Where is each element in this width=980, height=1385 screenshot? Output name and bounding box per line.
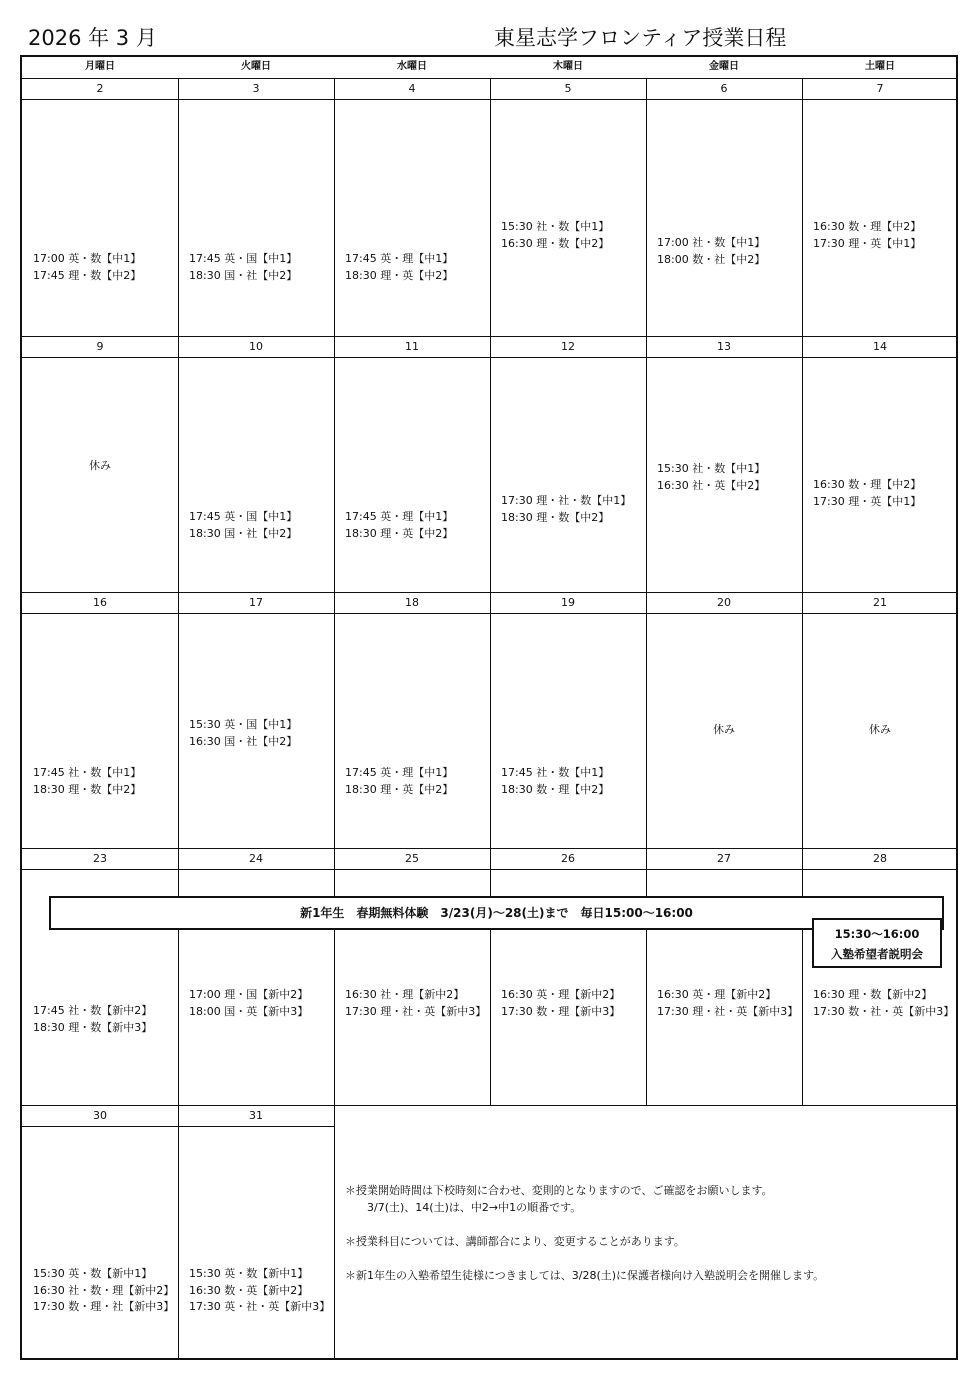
date-number: 2 <box>96 82 104 95</box>
weekday-header: 土曜日 <box>865 61 895 72</box>
class-entry: 15:30 社・数【中1】 <box>501 220 610 233</box>
class-entry: 17:45 英・国【中1】 <box>189 252 298 265</box>
date-number: 13 <box>717 340 731 353</box>
class-schedule <box>33 765 141 798</box>
class-entry: 17:45 英・理【中1】 <box>345 510 454 523</box>
month-title: 2026 年 3 月 <box>28 26 157 50</box>
date-number: 11 <box>405 340 419 353</box>
date-number: 16 <box>93 596 107 609</box>
class-entry: 17:45 英・理【中1】 <box>345 252 454 265</box>
class-entry: 17:30 理・社・数【中1】 <box>501 494 632 507</box>
grid-line <box>334 1105 335 1360</box>
class-schedule <box>345 251 453 284</box>
day-cell <box>646 357 802 592</box>
class-entry: 16:30 英・理【新中2】 <box>501 988 621 1001</box>
day-cell <box>646 613 802 848</box>
weekday-header: 木曜日 <box>553 61 583 72</box>
class-schedule <box>189 509 297 542</box>
notes <box>345 1182 824 1284</box>
class-entry: 17:00 社・数【中1】 <box>657 236 766 249</box>
date-number: 12 <box>561 340 575 353</box>
explanation-box <box>812 918 942 968</box>
class-entry: 16:30 社・英【中2】 <box>657 478 766 492</box>
class-entry: 18:30 理・英【中2】 <box>345 268 454 282</box>
class-schedule <box>813 987 954 1020</box>
trial-banner: 新1年生 春期無料体験 3/23(月)～28(土)まで 毎日15:00～16:00 <box>49 896 944 930</box>
holiday-label: 休み <box>89 459 111 472</box>
explanation-time: 15:30～16:00 <box>834 927 920 941</box>
class-entry: 16:30 理・数【新中2】 <box>813 988 933 1001</box>
class-entry: 16:30 数・理【中2】 <box>813 478 922 491</box>
date-number: 9 <box>96 340 104 353</box>
day-cell <box>490 613 646 848</box>
date-number: 24 <box>249 852 263 865</box>
school-title: 東星志学フロンティア授業日程 <box>494 26 787 50</box>
date-number: 3 <box>252 82 260 95</box>
class-entry: 16:30 数・理【中2】 <box>813 220 922 233</box>
class-entry: 18:00 数・社【中2】 <box>657 252 766 266</box>
class-entry: 16:30 英・理【新中2】 <box>657 988 777 1001</box>
class-entry: 17:30 理・社・英【新中3】 <box>657 1004 799 1018</box>
day-cell <box>178 99 334 336</box>
class-schedule <box>189 251 297 284</box>
date-number: 27 <box>717 852 731 865</box>
class-entry: 18:30 理・数【中2】 <box>33 782 142 796</box>
class-entry: 18:30 数・理【中2】 <box>501 782 610 796</box>
day-cell <box>22 613 178 848</box>
class-entry: 17:30 理・社・英【新中3】 <box>345 1004 487 1018</box>
day-cell <box>802 357 958 592</box>
class-entry: 18:00 国・英【新中3】 <box>189 1004 309 1018</box>
class-entry: 18:30 国・社【中2】 <box>189 268 298 282</box>
date-number: 31 <box>249 1109 263 1122</box>
date-number: 14 <box>873 340 887 353</box>
date-number: 25 <box>405 852 419 865</box>
class-entry: 17:45 英・国【中1】 <box>189 510 298 523</box>
class-entry: 18:30 国・社【中2】 <box>189 526 298 540</box>
class-schedule <box>657 461 765 494</box>
day-cell <box>490 357 646 592</box>
class-schedule <box>657 235 765 268</box>
date-number: 26 <box>561 852 575 865</box>
date-number: 6 <box>720 82 728 95</box>
day-cell <box>334 99 490 336</box>
date-number: 20 <box>717 596 731 609</box>
class-entry: 17:00 理・国【新中2】 <box>189 988 309 1001</box>
class-entry: 17:30 数・社・英【新中3】 <box>813 1004 955 1018</box>
class-schedule <box>33 1266 174 1316</box>
class-entry: 16:30 国・社【中2】 <box>189 734 298 748</box>
note-start-time-sub: 3/7(土)、14(土)は、中2→中1の順番です。 <box>367 1201 582 1214</box>
note-new-students: ＊新1年生の入塾希望生徒様につきましては、3/28(土)に保護者様向け入塾説明会を開催します。 <box>345 1269 825 1282</box>
class-entry: 16:30 社・数・理【新中2】 <box>33 1283 175 1297</box>
class-schedule <box>189 1266 330 1316</box>
class-entry: 17:30 数・理【新中3】 <box>501 1004 621 1018</box>
date-number: 4 <box>408 82 416 95</box>
date-number: 28 <box>873 852 887 865</box>
class-entry: 16:30 数・英【新中2】 <box>189 1283 309 1297</box>
date-number: 18 <box>405 596 419 609</box>
class-entry: 16:30 理・数【中2】 <box>501 236 610 250</box>
day-cell <box>22 99 178 336</box>
day-cell <box>490 99 646 336</box>
day-cell <box>802 613 958 848</box>
date-number: 7 <box>876 82 884 95</box>
note-start-time: ＊授業開始時間は下校時刻に合わせ、変則的となりますので、ご確認をお願いします。 <box>345 1184 773 1197</box>
day-cell <box>178 613 334 848</box>
day-cell <box>22 1126 178 1360</box>
date-number: 10 <box>249 340 263 353</box>
day-cell <box>334 357 490 592</box>
class-schedule <box>345 987 486 1020</box>
day-cell <box>646 99 802 336</box>
day-cell <box>802 99 958 336</box>
class-entry: 18:30 理・数【中2】 <box>501 510 610 524</box>
class-entry: 17:45 理・数【中2】 <box>33 268 142 282</box>
class-entry: 16:30 社・理【新中2】 <box>345 988 465 1001</box>
class-schedule <box>345 765 453 798</box>
class-entry: 15:30 英・数【新中1】 <box>33 1267 153 1280</box>
class-entry: 17:30 理・英【中1】 <box>813 494 922 508</box>
date-number: 23 <box>93 852 107 865</box>
class-entry: 17:30 英・社・英【新中3】 <box>189 1300 331 1313</box>
holiday-label: 休み <box>869 723 891 736</box>
class-entry: 18:30 理・数【新中3】 <box>33 1020 153 1034</box>
class-entry: 17:45 社・数【中1】 <box>33 766 142 779</box>
class-schedule <box>657 987 798 1020</box>
day-cell <box>178 357 334 592</box>
class-schedule <box>189 987 308 1020</box>
class-entry: 15:30 社・数【中1】 <box>657 462 766 475</box>
class-schedule <box>501 765 609 798</box>
note-subjects: ＊授業科目については、講師都合により、変更することがあります。 <box>345 1235 685 1248</box>
class-entry: 17:30 理・英【中1】 <box>813 236 922 250</box>
day-cell <box>178 1126 334 1360</box>
class-schedule <box>501 493 631 526</box>
weekday-header: 月曜日 <box>85 61 115 72</box>
class-entry: 18:30 理・英【中2】 <box>345 526 454 540</box>
class-schedule <box>501 219 609 252</box>
class-schedule <box>33 251 141 284</box>
date-number: 19 <box>561 596 575 609</box>
date-number: 5 <box>564 82 572 95</box>
date-number: 30 <box>93 1109 107 1122</box>
holiday-label: 休み <box>713 723 735 736</box>
calendar-grid <box>20 55 958 1360</box>
class-schedule <box>345 509 453 542</box>
weekday-header: 水曜日 <box>397 61 427 72</box>
date-number: 21 <box>873 596 887 609</box>
class-entry: 17:45 英・理【中1】 <box>345 766 454 779</box>
weekday-header: 金曜日 <box>709 61 739 72</box>
class-entry: 17:45 社・数【新中2】 <box>33 1004 153 1017</box>
class-entry: 17:45 社・数【中1】 <box>501 766 610 779</box>
class-entry: 17:30 数・理・社【新中3】 <box>33 1300 175 1313</box>
class-entry: 18:30 理・英【中2】 <box>345 782 454 796</box>
class-schedule <box>33 1003 152 1036</box>
class-entry: 17:00 英・数【中1】 <box>33 252 142 265</box>
class-schedule <box>813 219 921 252</box>
class-entry: 15:30 英・数【新中1】 <box>189 1267 309 1280</box>
class-entry: 15:30 英・国【中1】 <box>189 718 298 731</box>
explanation-label: 入塾希望者説明会 <box>831 947 923 961</box>
class-schedule <box>189 717 297 750</box>
date-number: 17 <box>249 596 263 609</box>
class-schedule <box>813 477 921 510</box>
class-schedule <box>501 987 620 1020</box>
weekday-header: 火曜日 <box>241 61 271 72</box>
day-cell <box>334 613 490 848</box>
day-cell <box>22 357 178 592</box>
